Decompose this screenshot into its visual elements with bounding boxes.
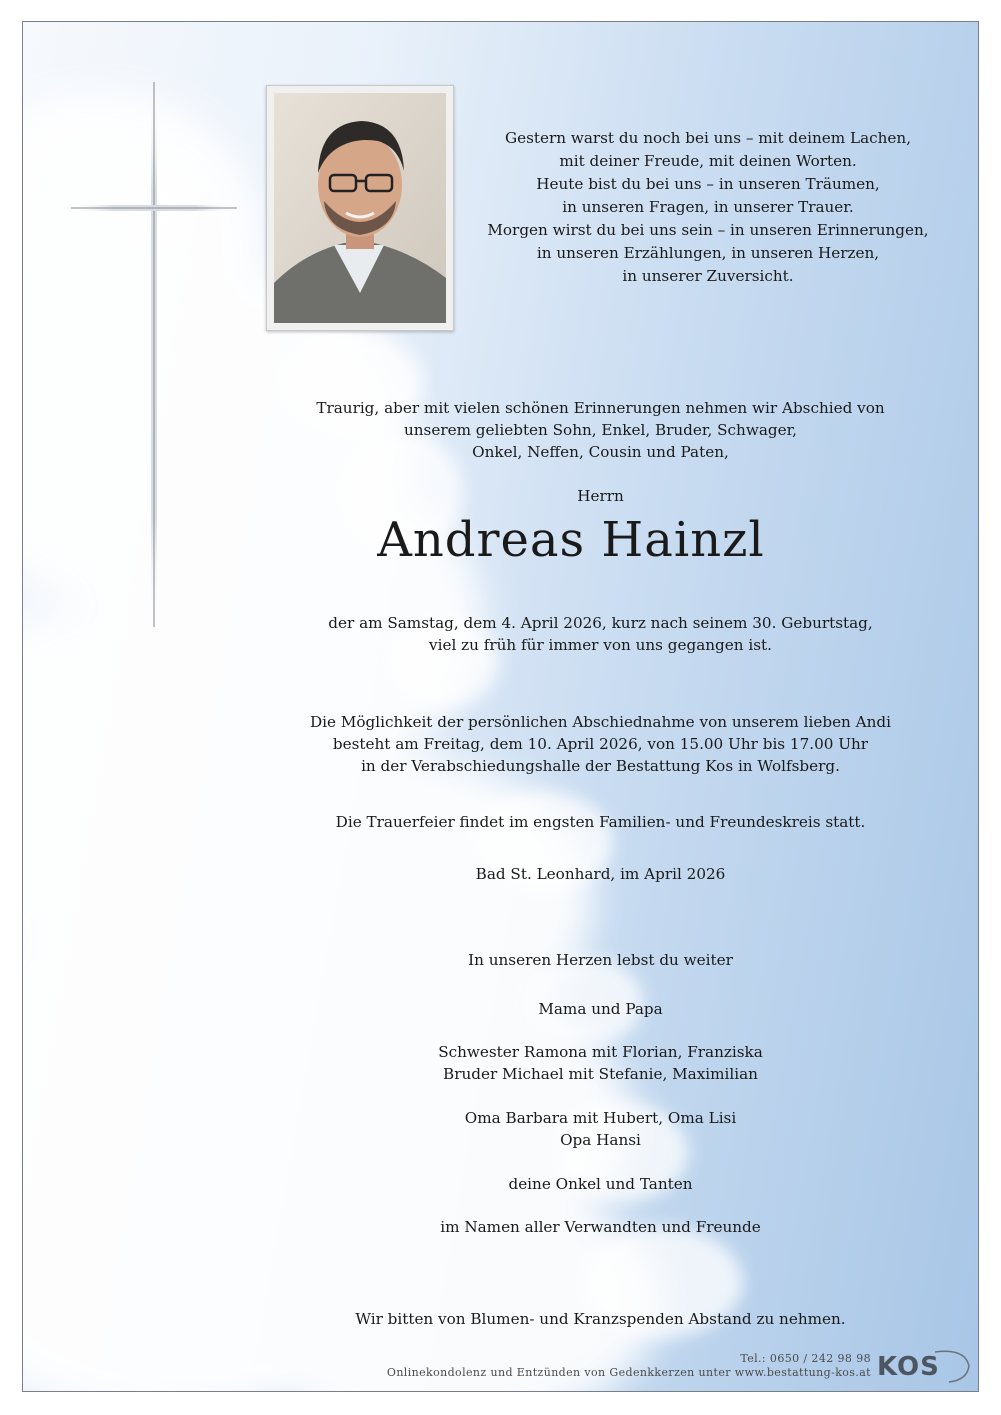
mourner-line: Oma Barbara mit Hubert, Oma Lisi: [464, 1109, 737, 1127]
mourner-line: Opa Hansi: [560, 1131, 641, 1149]
portrait-photo: [266, 85, 454, 331]
farewell-line: in der Verabschiedungshalle der Bestattung Kos in Wolfsberg.: [361, 757, 840, 775]
death-notice: [123, 612, 979, 656]
kos-logo: [873, 1346, 973, 1384]
logo-text: KOS: [877, 1352, 940, 1382]
ceremony-info: Die Trauerfeier findet im engsten Familien- und Freundeskreis statt.: [335, 813, 866, 831]
donation-note: Wir bitten von Blumen- und Kranzspenden Abstand zu nehmen.: [355, 1310, 846, 1328]
mourners-siblings: [123, 1041, 979, 1085]
farewell-info: [123, 711, 979, 777]
intro-line: Onkel, Neffen, Cousin und Paten,: [472, 443, 729, 461]
mourners-uncles-aunts: deine Onkel und Tanten: [508, 1175, 693, 1193]
poem: [443, 127, 973, 288]
poem-line: Heute bist du bei uns – in unseren Träumen,: [536, 175, 880, 193]
mourners-heading: In unseren Herzen lebst du weiter: [468, 951, 733, 969]
contact-online: Onlinekondolenz und Entzünden von Gedenkkerzen unter www.bestattung-kos.at: [386, 1366, 871, 1379]
contact-phone: Tel.: 0650 / 242 98 98: [740, 1352, 871, 1365]
place-date: Bad St. Leonhard, im April 2026: [475, 865, 726, 883]
mourner-line: Schwester Ramona mit Florian, Franziska: [438, 1043, 763, 1061]
mourners-grandparents: [123, 1107, 979, 1151]
portrait-image: [274, 93, 446, 323]
parte-card: [22, 21, 979, 1392]
intro-text: [123, 397, 979, 463]
mourners-relatives: im Namen aller Verwandten und Freunde: [440, 1218, 761, 1236]
poem-line: in unserer Zuversicht.: [622, 267, 794, 285]
farewell-line: Die Möglichkeit der persönlichen Abschiednahme von unserem lieben Andi: [309, 713, 891, 731]
death-notice-line: viel zu früh für immer von uns gegangen ist.: [429, 636, 772, 654]
poem-line: in unseren Fragen, in unserer Trauer.: [562, 198, 854, 216]
death-notice-line: der am Samstag, dem 4. April 2026, kurz nach seinem 30. Geburtstag,: [328, 614, 873, 632]
poem-line: Gestern warst du noch bei uns – mit deinem Lachen,: [504, 129, 912, 147]
intro-line: Traurig, aber mit vielen schönen Erinnerungen nehmen wir Abschied von: [316, 399, 885, 417]
mourner-line: Bruder Michael mit Stefanie, Maximilian: [443, 1065, 758, 1083]
intro-line: unserem geliebten Sohn, Enkel, Bruder, Schwager,: [403, 421, 798, 439]
salutation: Herrn: [577, 487, 624, 505]
deceased-name: Andreas Hainzl: [377, 512, 765, 568]
poem-line: mit deiner Freude, mit deinen Worten.: [559, 152, 857, 170]
footer-contact: [323, 1352, 871, 1380]
poem-line: in unseren Erzählungen, in unseren Herzen,: [536, 244, 880, 262]
mourners-parents: Mama und Papa: [538, 1000, 663, 1018]
poem-line: Morgen wirst du bei uns sein – in unseren Erinnerungen,: [487, 221, 929, 239]
farewell-line: besteht am Freitag, dem 10. April 2026, von 15.00 Uhr bis 17.00 Uhr: [332, 735, 869, 753]
